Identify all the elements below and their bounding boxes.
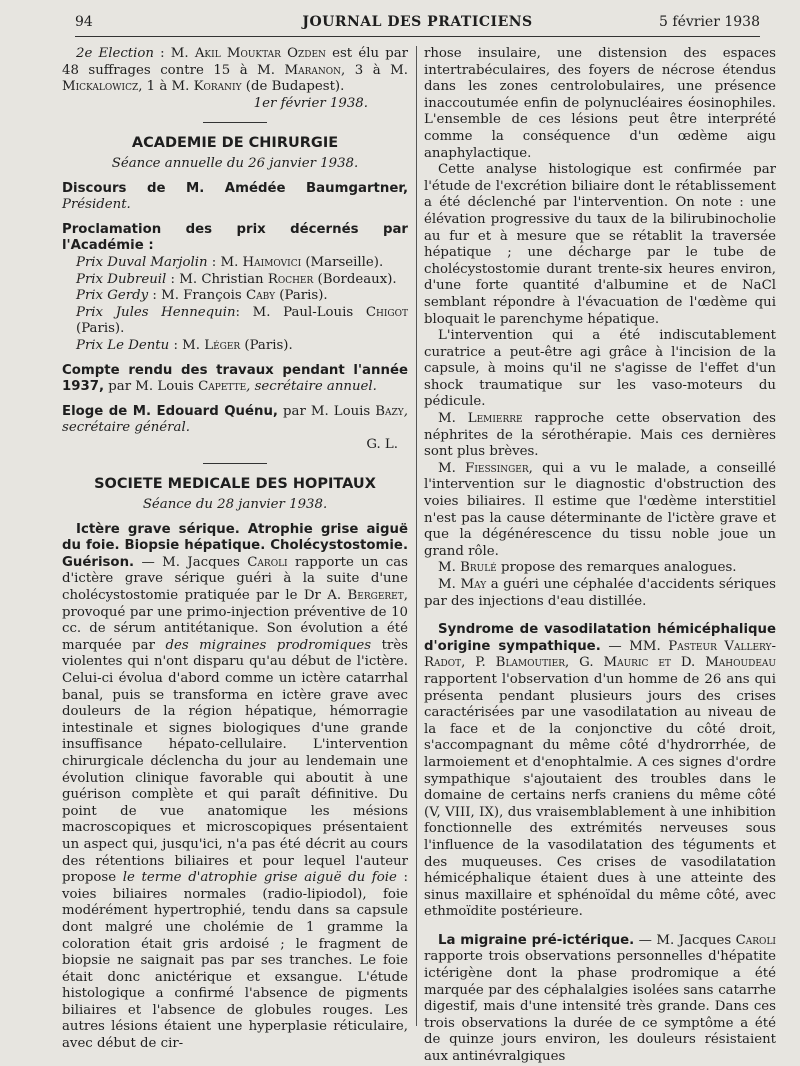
- paragraph: L'intervention qui a été indiscutablement curatrice a peut-être agi grâce à l'incision de la capsule, à moins qu'il ne s'agisse de l'effet d'un shock traumatique sur les vaso-moteurs du pédicule.: [424, 328, 776, 410]
- election-date: 1er février 1938.: [253, 95, 368, 111]
- societe-seance: Séance du 28 janvier 1938.: [142, 497, 328, 513]
- comment-fiessinger: M. Fiessinger, qui a vu le malade, a conseillé l'intervention sur le diagnostic d'obstruction des voies biliaires. Il estime que l'œdème interstitiel n'est pas la cause déterminante de l'ictère grave et que la dégénérescence du tissu noble joue un grand rôle.: [424, 460, 777, 559]
- right-column: [424, 46, 776, 1066]
- issue-date: 5 février 1938: [659, 14, 760, 30]
- section-separator: [203, 122, 267, 123]
- prix-item: Prix Dubreuil : M. Christian Rocher (Bordeaux).: [76, 271, 397, 287]
- election-paragraph: 2e Election : M. Akil Mouktar Ozden est élu par 48 suffrages contre 15 à M. Maranon, 3 à M. Mickalowicz, 1 à M. Koraniy (de Budapest).: [62, 46, 408, 95]
- page-number: 94: [75, 14, 93, 30]
- academie-seance: Séance annuelle du 26 janvier 1938.: [111, 155, 359, 171]
- page-header: [75, 14, 760, 36]
- left-column: [62, 46, 408, 1053]
- prix-item: Prix Jules Hennequin: M. Paul-Louis Chigot (Paris).: [76, 304, 408, 337]
- proclamation-heading: Proclamation des prix décernés par l'Académie :: [62, 221, 408, 254]
- prix-item: Prix Duval Marjolin : M. Haimovici (Marseille).: [76, 254, 384, 270]
- journal-title: JOURNAL DES PRATICIENS: [302, 14, 533, 30]
- paragraph: Cette analyse histologique est confirmée par l'étude de l'excrétion biliaire dont le rétablissement a été déclenché par l'intervention. On note : une élévation progressive du taux de la bilirubinocholie au fur et à mesure que se rétablit la traversée hépatique ; une décharge par le tube de cholécystostomie durant trente-six heures environ, d'une forte quantité d'albumine et de NaCl semblant répondre à l'évacuation de l'œdème qui bloquait le parenchyme hépatique.: [424, 162, 776, 327]
- column-divider: [416, 46, 417, 1026]
- societe-title: SOCIETE MEDICALE DES HOPITAUX: [94, 476, 376, 493]
- section-separator: [203, 463, 267, 464]
- prix-list: [62, 255, 408, 355]
- comment-may: M. May a guéri une céphalée d'accidents sériques par des injections d'eau distillée.: [424, 577, 776, 609]
- comment-lemierre: M. Lemierre rapproche cette observation des néphrites de la sérothérapie. Mais ces dernières sont plus brèves.: [424, 411, 776, 460]
- signature: G. L.: [366, 436, 398, 452]
- continued-paragraph: rhose insulaire, une distension des espaces intertrabéculaires, des foyers de nécrose étendus dans les zones centrolobulaires, une présence inaccoutumée enfin de polynucléaires éosinophiles. L'ensemble de ces lésions peut être interprété comme la conséquence d'un œdème aigu anaphylactique.: [424, 46, 776, 161]
- prix-item: Prix Le Dentu : M. Léger (Paris).: [76, 337, 293, 353]
- article-migraine: La migraine pré-ictérique. — M. Jacques Caroli rapporte trois observations personnelles d'hépatite ictérigène dont la phase prodromique a été marquée par des céphalalgies isolées sans catarrhe digestif, mais d'une intensité très grande. Dans ces trois observations la durée de ce symptôme a été de quinze jours environ, les douleurs résistaient aux antinévralgiques: [424, 932, 776, 1065]
- eloge: Eloge de M. Edouard Quénu, par M. Louis Bazy, secrétaire général.: [62, 403, 408, 436]
- prix-item: Prix Gerdy : M. François Caby (Paris).: [76, 288, 328, 304]
- article-syndrome: Syndrome de vasodilatation hémicéphalique d'origine sympathique. — MM. Pasteur Vallery-Radot, P. Blamoutier, G. Mauric et D. Mahoudeau rapportent l'observation d'un homme de 26 ans qui présenta pendant plusieurs jours des crises caractérisées par une vasodilatation au niveau de la face et de la conjonctive du côté droit, s'accompagnant du même côté d'hydrorrhée, de larmoiement et d'enophtalmie. A ces signes d'ordre sympathique s'ajoutaient des troubles dans le domaine de certains nerfs craniens du même côté (V, VIII, IX), dus vraisemblablement à une inhibition fonctionnelle des extrémités nerveuses sous l'influence de la vasodilatation des téguments et des muqueuses. Ces crises de vasodilatation hémicéphalique étaient dues à une atteinte des sinus maxillaire et sphénoïdal du même côté, avec ethmoïdite postérieure.: [424, 622, 776, 920]
- comment-brule: M. Brulé propose des remarques analogues.: [438, 560, 737, 576]
- header-rule: [75, 36, 760, 37]
- discours-heading: Discours de M. Amédée Baumgartner, Président.: [62, 180, 408, 213]
- academie-title: ACADEMIE DE CHIRURGIE: [131, 135, 339, 152]
- article-ictere: Ictère grave sérique. Atrophie grise aiguë du foie. Biopsie hépatique. Cholécystostomie. Guérison. — M. Jacques Caroli rapporte un cas d'ictère grave sérique guéri à la suite d'une cholécystostomie pratiquée par le Dr A. Bergeret, provoqué par une primo-injection préventive de 10 cc. de sérum antitétanique. Son évolution a été marquée par des migraines prodromiques très violentes qui n'ont disparu qu'au début de l'ictère. Celui-ci évolua d'abord comme un ictère catarrhal banal, puis se transforma en ictère grave avec douleurs de la région hépatique, hémorragie intestinale et signes biologiques d'une grande insuffisance hépato-cellulaire. L'intervention chirurgicale déclencha du jour au lendemain une évolution clinique favorable qui aboutit à une guérison complète et qui paraît définitive. Du point de vue anatomique les mésions macroscopiques et microscopiques présentaient un aspect qui, jusqu'ici, n'a pas été décrit au cours des rétentions biliaires et pour lequel l'auteur propose le terme d'atrophie grise aiguë du foie : voies biliaires normales (radio-lipiodol), foie modérément hypertrophié, tendu dans sa capsule dont malgré une cholémie de 1 gramme la coloration était gris ardoisé ; le fragment de biopsie ne saignait pas par ses tranches. Le foie était donc anictérique et exsangue. L'étude histologique a confirmé l'absence de pigments biliaires et l'absence de globules rouges. Les autres lésions étaient une hyperplasie réticulaire, avec début de cir-: [62, 521, 408, 1052]
- compte-rendu: Compte rendu des travaux pendant l'année 1937, par M. Louis Capette, secrétaire annuel.: [62, 362, 408, 395]
